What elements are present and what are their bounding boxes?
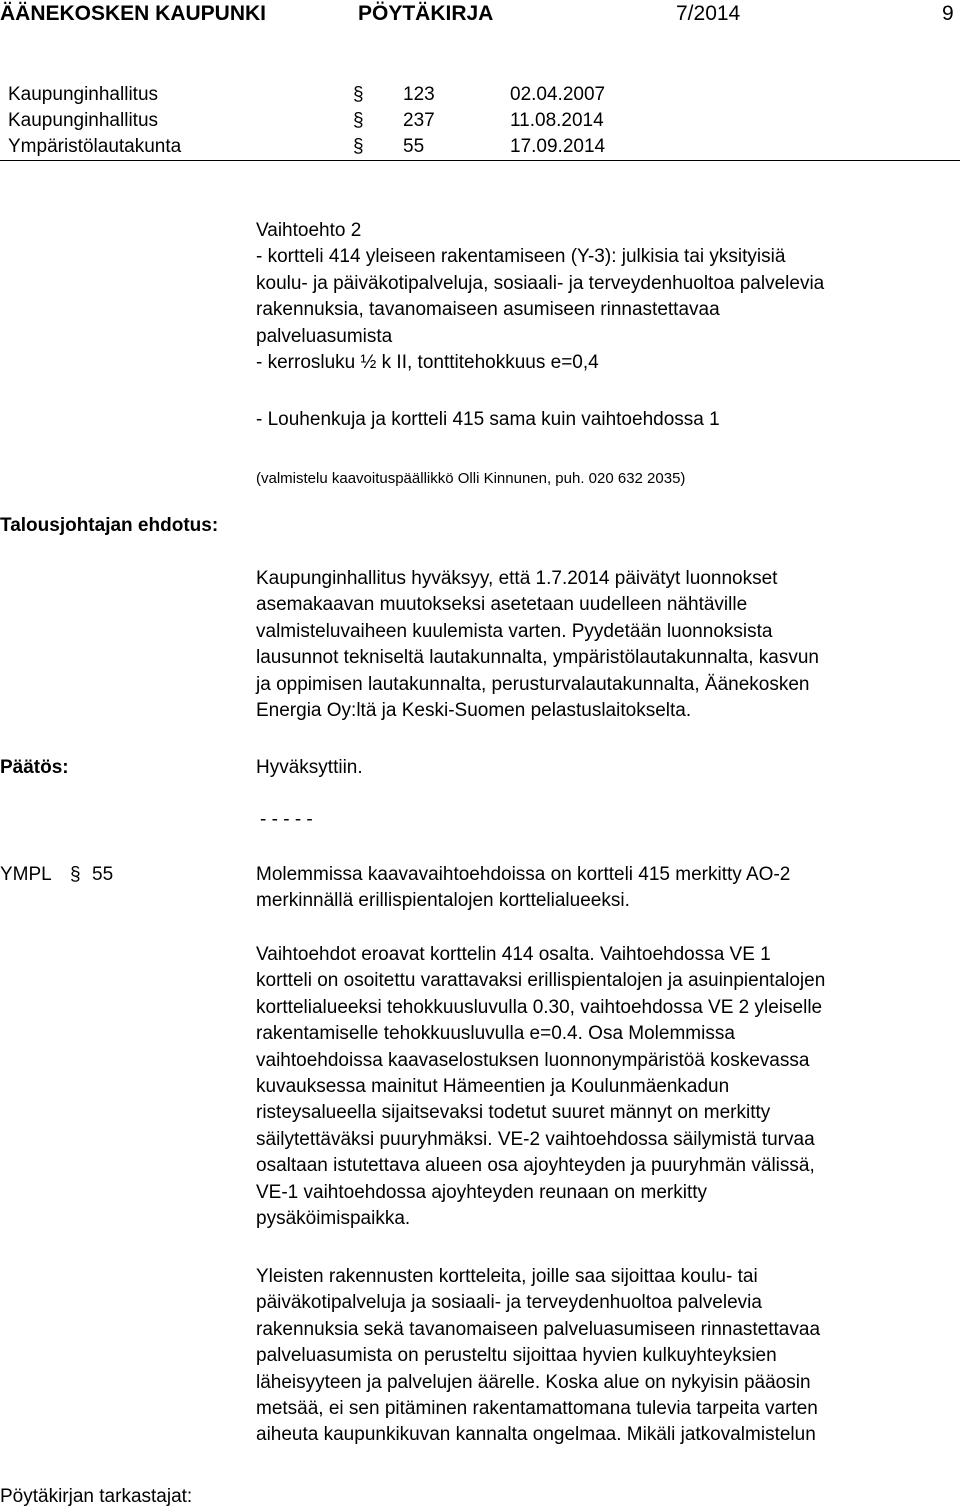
footer-reviewers: Pöytäkirjan tarkastajat:	[0, 1486, 193, 1507]
text-line: Kaupunginhallitus hyväksyy, että 1.7.2014 päivätyt luonnokset	[256, 568, 778, 589]
text-line: päiväkotipalveluja ja sosiaali- ja terveydenhuoltoa palvelevia	[256, 1292, 762, 1314]
text-line: kuvauksessa mainitut Hämeentien ja Koulunmäenkadun	[256, 1076, 730, 1098]
text-line: risteysalueella sijaitsevaksi todetut suuret männyt on merkitty	[256, 1102, 771, 1124]
text-line: Yleisten rakennusten kortteleita, joille saa sijoittaa koulu- tai	[256, 1266, 758, 1287]
section-sign: §	[353, 84, 364, 105]
text-line: läheisyyteen ja palvelujen äärelle. Koska alue on nykyisin pääosin	[256, 1371, 811, 1393]
text-line: ja oppimisen lautakunnalta, perusturvalautakunnalta, Äänekosken	[256, 673, 810, 695]
section-sign: §	[353, 110, 364, 131]
text-line: Vaihtoehdot eroavat korttelin 414 osalta. Vaihtoehdossa VE 1	[256, 944, 771, 965]
proposal-label: Talousjohtajan ehdotus:	[0, 515, 219, 536]
text-line: asemakaavan muutokseksi asetetaan uudelleen nähtäville	[256, 594, 748, 616]
preparer-note: (valmistelu kaavoituspäällikkö Olli Kinnunen, puh. 020 632 2035)	[256, 470, 686, 487]
text-line: palveluasumista on perusteltu sijoittaa hyvien kulkuyhteyksien	[256, 1345, 777, 1367]
text-line: - kerrosluku ½ k II, tonttitehokkuus e=0,4	[256, 352, 599, 374]
ympl-paragraph-3	[256, 1264, 820, 1449]
header-city: ÄÄNEKOSKEN KAUPUNKI	[0, 2, 267, 25]
header-doc-type: PÖYTÄKIRJA	[358, 2, 494, 25]
text-line: kortteli on osoitettu varattavaksi erillispientalojen ja asuinpientalojen	[256, 970, 826, 992]
section-sign: §	[70, 864, 81, 885]
history-date: 02.04.2007	[510, 84, 606, 105]
history-body: Kaupunginhallitus	[8, 84, 159, 105]
decision-text: Hyväksyttiin.	[256, 757, 363, 778]
section-sign: §	[353, 136, 364, 157]
ympl-paragraph-1	[256, 862, 790, 915]
text-line: lausunnot tekniseltä lautakunnalta, ympäristölautakunnalta, kasvun	[256, 647, 819, 669]
header-divider	[0, 160, 960, 161]
history-number: 55	[403, 136, 425, 157]
text-line: osaltaan istutettava alueen osa ajoyhteyden ja puuryhmän välissä,	[256, 1155, 815, 1177]
history-body: Kaupunginhallitus	[8, 110, 159, 131]
text-line: Energia Oy:ltä ja Keski-Suomen pelastuslaitokselta.	[256, 700, 692, 722]
text-line: pysäköimispaikka.	[256, 1208, 411, 1230]
text-line: palveluasumista	[256, 325, 393, 347]
header-issue: 7/2014	[676, 2, 741, 25]
text-line: aiheuta kaupunkikuvan kannalta ongelmaa. Mikäli jatkovalmistelun	[256, 1424, 816, 1446]
alternative-2-block	[256, 218, 824, 376]
history-date: 17.09.2014	[510, 136, 606, 157]
history-date: 11.08.2014	[510, 110, 604, 131]
text-line: vaihtoehdoissa kaavaselostuksen luonnonympäristöä koskevassa	[256, 1049, 810, 1071]
ympl-number: 55	[92, 864, 114, 885]
text-line: rakennuksia sekä tavanomaiseen palveluasumiseen rinnastettavaa	[256, 1318, 821, 1340]
text-line: korttelialueeksi tehokkuusluvulla 0.30, vaihtoehdossa VE 2 yleiselle	[256, 996, 823, 1018]
text-line: rakennuksia, tavanomaiseen asumiseen rinnastettavaa	[256, 299, 720, 321]
header-page-number: 9	[942, 2, 954, 25]
text-line: säilytettäväksi puuryhmäksi. VE-2 vaihtoehdossa säilymistä turvaa	[256, 1128, 815, 1150]
history-body: Ympäristölautakunta	[8, 136, 182, 157]
text-line: Molemmissa kaavavaihtoehdoissa on kortteli 415 merkitty AO-2	[256, 864, 791, 885]
proposal-text	[256, 566, 819, 724]
decision-label: Päätös:	[0, 757, 69, 778]
text-line: - kortteli 414 yleiseen rakentamiseen (Y-3): julkisia tai yksityisiä	[256, 246, 786, 268]
ympl-paragraph-2	[256, 942, 825, 1232]
text-line: VE-1 vaihtoehdossa ajoyhteyden reunaan on merkitty	[256, 1181, 707, 1203]
ympl-label: YMPL	[0, 864, 52, 885]
louhenkuja-line: - Louhenkuja ja kortteli 415 sama kuin vaihtoehdossa 1	[256, 409, 720, 430]
text-line: valmisteluvaiheen kuulemista varten. Pyydetään luonnoksista	[256, 620, 773, 642]
separator: - - - - -	[260, 809, 313, 830]
text-line: Vaihtoehto 2	[256, 220, 362, 241]
text-line: rakentamiselle tehokkuusluvulla e=0.4. Osa Molemmissa	[256, 1023, 735, 1045]
text-line: metsää, ei sen pitäminen rakentamattomana tulevia tarpeita varten	[256, 1398, 818, 1420]
text-line: merkinnällä erillispientalojen korttelialueeksi.	[256, 890, 630, 912]
text-line: koulu- ja päiväkotipalveluja, sosiaali- ja terveydenhuoltoa palvelevia	[256, 272, 825, 294]
history-number: 237	[403, 110, 435, 131]
history-number: 123	[403, 84, 435, 105]
